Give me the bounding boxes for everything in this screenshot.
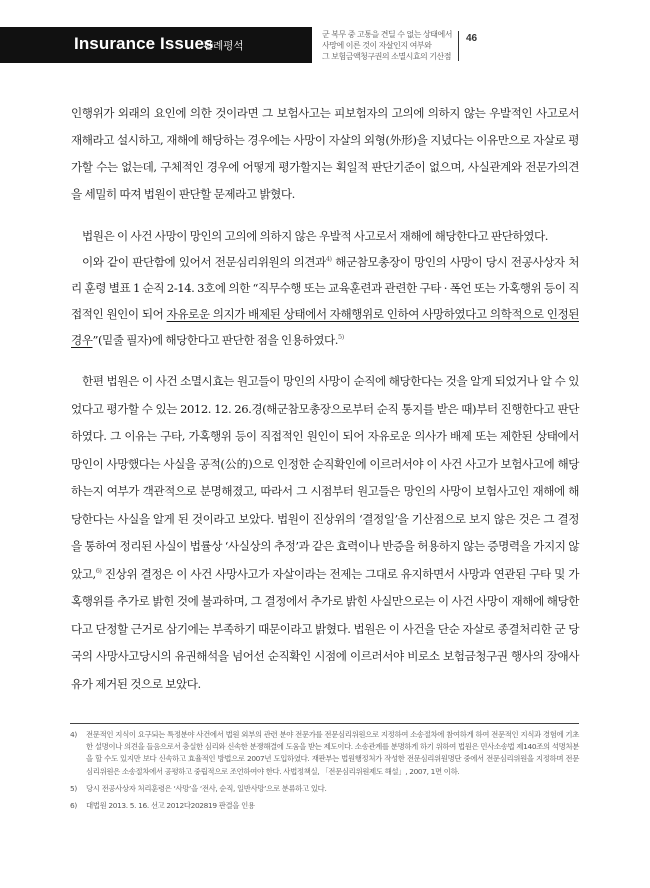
footnote-divider xyxy=(70,723,579,724)
footnote xyxy=(70,800,579,812)
running-title xyxy=(322,29,472,62)
footnotes xyxy=(70,729,579,817)
footnote-number: 5) xyxy=(70,783,77,793)
footnote xyxy=(70,783,579,795)
footnote-number: 4) xyxy=(70,730,77,739)
paragraph-text: 해군참모총장이 망인의 사망이 당시 전공사상자 처리 훈령 별표 1 순직 2-14. 3호에 의한 “직무수행 또는 교육훈련과 관련한 구타 · 폭언 또는 가혹행위 등이 직접적인 원인이 되어 xyxy=(71,255,580,321)
header-divider xyxy=(458,31,459,61)
underlined-quote: 자유로운 의지가 배제된 상태에서 자해행위로 인하여 사망하였다고 의학적으로 인정된 경우 xyxy=(71,307,579,347)
footnote-text: 대법원 2013. 5. 16. 선고 2012다202819 판결을 인용 xyxy=(86,801,255,811)
section-label: 판례평석 xyxy=(203,40,244,52)
paragraph xyxy=(71,368,579,698)
running-title-line: 그 보험금액청구권의 소멸시효의 기산점 xyxy=(322,52,452,61)
footnote-ref[interactable]: 4) xyxy=(325,255,332,264)
paragraph-text: 진상위 결정은 이 사건 사망사고가 자살이라는 전제는 그대로 유지하면서 사망과 연관된 구타 및 가혹행위를 추가로 밝힌 것에 불과하며, 그 결정에서 추가로 밝힌 사실만으로는 이 사건 사망이 재해에 해당한다고 단정할 근거로 삼기에는 부족하기 때문이라고 밝혔다. 법원은 이 사건을 단순 자살로 종결처리한 군 당국의 사망사고당시의 유권해석을 넘어선 순직확인 시점에 이르러서야 비로소 보험금청구권 행사의 장애사유가 제거된 것으로 보았다. xyxy=(71,566,579,691)
paragraph: 인행위가 외래의 요인에 의한 것이라면 그 보험사고는 피보험자의 고의에 의하지 않는 우발적인 사고로서 재해라고 설시하고, 재해에 해당하는 경우에는 사망이 자살의 외형(外形)을 지녔다는 이유만으로 자살로 평가할 수는 없는데, 구체적인 경우에 어떻게 평가할지는 획일적 판단기준이 없으며, 사실관계와 전문가의견을 세밀히 따져 법원이 판단할 문제라고 밝혔다. xyxy=(71,106,579,201)
journal-brand: Insurance Issues xyxy=(74,34,214,53)
footnote-ref[interactable]: 6) xyxy=(95,566,102,575)
paragraph-text: ”(밑줄 필자)에 해당한다고 판단한 점을 인용하였다. xyxy=(92,333,339,347)
running-title-line: 군 복무 중 고통을 견딜 수 없는 상태에서 xyxy=(322,30,452,39)
footnote xyxy=(70,729,579,778)
paragraph: 법원은 이 사건 사망이 망인의 고의에 의하지 않은 우발적 사고로서 재해에 해당한다고 판단하였다. xyxy=(82,229,549,243)
running-title-line: 사망에 이른 것이 자살인지 여부와 xyxy=(322,41,432,50)
paragraph-text: 이와 같이 판단함에 있어서 전문심리위원의 의견과 xyxy=(82,255,326,269)
footnote-text: 당시 전공사상자 처리훈령은 ‘사망’을 ‘전사, 순직, 일반사망’으로 분류하고 있다. xyxy=(86,783,327,793)
paragraph-text: 한편 법원은 이 사건 소멸시효는 원고들이 망인의 사망이 순직에 해당한다는 것을 알게 되었거나 알 수 있었다고 평가할 수 있는 2012. 12. 26.경(해군참모총장으로부터 순직 통지를 받은 때)부터 진행한다고 판단하였다. 그 이유는 구타, 가혹행위 등이 직접적인 원인이 되어 자유로운 의사가 배제 또는 제한된 상태에서 망인이 사망했다는 사실을 공적(公的)으로 인정한 순직확인에 이르러서야 이 사건 사고가 보험사고에 해당하는지 여부가 객관적으로 분명해졌고, 따라서 그 시점부터 원고들은 망인의 사망이 보험사고인 재해에 해당한다는 사실을 알게 된 것이라고 보았다. 법원이 진상위의 ‘결정일’을 기산점으로 보지 않은 것은 그 결정을 통하여 정리된 사실이 법률상 ‘사실상의 추정’과 같은 효력이나 반증을 허용하지 않는 증명력을 가지지 않았고, xyxy=(71,374,579,581)
paragraph xyxy=(71,249,579,353)
article-body xyxy=(71,100,579,698)
page-number: 46 xyxy=(466,33,478,44)
footnote-ref[interactable]: 5) xyxy=(338,333,344,342)
footnote-text: 전문적인 지식이 요구되는 특정분야 사건에서 법원 외부의 관련 분야 전문가를 전문심리위원으로 지정하여 소송절차에 참여하게 하여 전문적인 지식과 경험에 기초한 설명이나 의견을 들음으로서 충실한 심리와 신속한 분쟁해결에 도움을 받는 제도이다. 소송관계를 분명하게 하기 위하여 법원은 민사소송법 제140조의 석명처분을 할 수도 있지만 보다 신속하고 효율적인 방법으로 2007년 도입하였다. 재판부는 법원행정처가 작성한 전문심리위원명단 중에서 전문심리위원을 지정하며 전문심리위원은 소송절차에서 공평하고 중립적으로 조언하여야 한다. 사법정책실, 「전문심리위원제도 해설」, 2007, 1면 이하. xyxy=(86,730,579,776)
footnote-number: 6) xyxy=(70,801,77,811)
